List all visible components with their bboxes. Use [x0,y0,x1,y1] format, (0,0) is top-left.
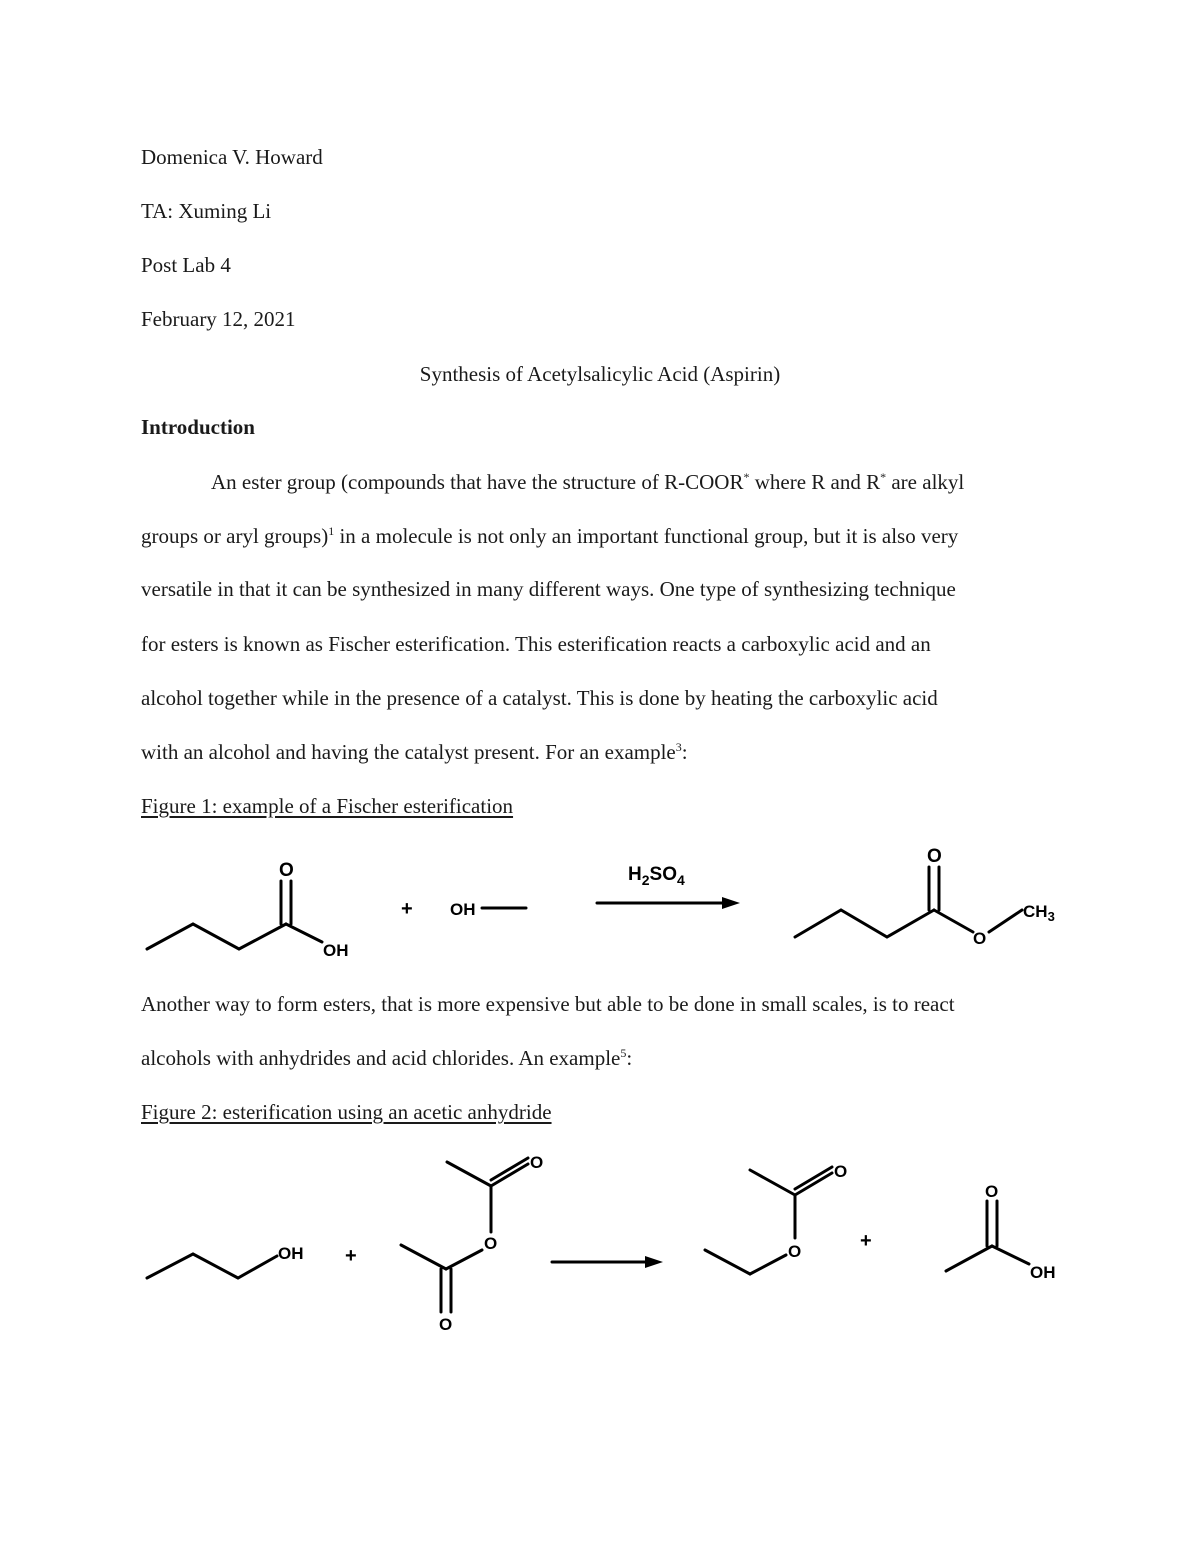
methyl-label: $CH_3$ [1023,902,1055,924]
propanol-chain [147,1254,277,1278]
plus-sign: + [345,1245,357,1267]
plus-sign: + [401,898,413,920]
figure-1-reaction-scheme [0,835,1200,975]
figure-2-reaction-scheme [0,1140,1200,1350]
ester-bonds [750,1170,795,1195]
author-name: Domenica V. Howard [141,145,323,169]
figure-1-caption: Figure 1: example of a Fischer esterification [141,794,514,818]
paragraph-line: for esters is known as Fischer esterification. This esterification reacts a carboxylic acid and an [141,632,931,656]
paragraph-line: alcohol together while in the presence of a catalyst. This is done by heating the carboxylic acid [141,686,938,710]
catalyst-label: $H_2SO_4$ [628,864,685,888]
oxygen-label: O [788,1242,802,1261]
paragraph-line: groups or aryl groups)$^1$ in a molecule is not only an important functional group, but it is also very [141,524,959,548]
document-date: February 12, 2021 [141,307,296,331]
oxygen-label: O [834,1162,848,1181]
section-heading-introduction: Introduction [141,415,255,439]
anhydride-bonds [447,1162,491,1186]
oxygen-label: O [973,929,987,948]
document-title: Synthesis of Acetylsalicylic Acid (Aspirin) [419,362,781,386]
acetic-acid-bonds [946,1246,992,1271]
butanoic-acid-chain [147,924,286,949]
paragraph-line: alcohols with anhydrides and acid chlorides. An example$^5$: [141,1046,633,1070]
oxygen-label: O [530,1153,544,1172]
paragraph-line: An ester group (compounds that have the structure of R-COOR* where R and R* are alkyl [211,470,965,494]
paragraph-line: versatile in that it can be synthesized in many different ways. One type of synthesizing technique [141,577,956,601]
hydroxyl-label: OH [323,941,349,960]
oxygen-label: O [484,1234,498,1253]
oxygen-label: O [439,1315,453,1334]
figure-2-caption: Figure 2: esterification using an acetic anhydride [141,1100,552,1124]
methyl-butanoate-chain [795,910,934,937]
plus-sign: + [860,1230,872,1252]
arrow-head [645,1256,663,1268]
hydroxyl-label: OH [1030,1263,1056,1282]
paragraph-line: with an alcohol and having the catalyst present. For an example$^3$: [141,740,688,764]
hydroxyl-label: OH [450,900,476,919]
assignment-label: Post Lab 4 [141,253,231,277]
ta-name: TA: Xuming Li [141,199,272,223]
oxygen-label: O [985,1182,999,1201]
arrow-head [722,897,740,909]
paragraph-line: Another way to form esters, that is more expensive but able to be done in small scales, is to react [141,992,955,1016]
oxygen-label: O [279,860,294,881]
oxygen-label: O [927,846,942,867]
hydroxyl-label: OH [278,1244,304,1263]
